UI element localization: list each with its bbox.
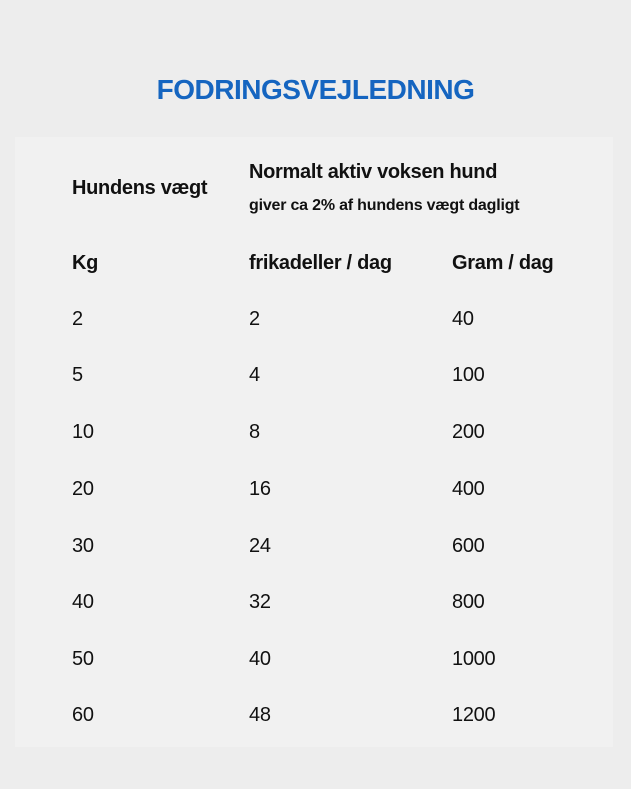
cell-kg: 30 bbox=[72, 535, 94, 557]
cell-gram: 200 bbox=[452, 421, 485, 443]
cell-gram: 100 bbox=[452, 364, 485, 386]
cell-kg: 40 bbox=[72, 591, 94, 613]
column-header-frikadeller: frikadeller / dag bbox=[249, 252, 392, 274]
cell-kg: 5 bbox=[72, 364, 83, 386]
cell-frikadeller: 2 bbox=[249, 308, 260, 330]
cell-kg: 10 bbox=[72, 421, 94, 443]
weight-header: Hundens vægt bbox=[72, 177, 208, 199]
cell-gram: 40 bbox=[452, 308, 474, 330]
cell-frikadeller: 32 bbox=[249, 591, 271, 613]
cell-frikadeller: 8 bbox=[249, 421, 260, 443]
activity-subheader: giver ca 2% af hundens vægt dagligt bbox=[249, 197, 520, 214]
cell-gram: 1000 bbox=[452, 648, 496, 670]
cell-frikadeller: 40 bbox=[249, 648, 271, 670]
column-header-kg: Kg bbox=[72, 252, 99, 274]
column-header-gram: Gram / dag bbox=[452, 252, 554, 274]
feeding-table bbox=[15, 137, 613, 747]
cell-frikadeller: 48 bbox=[249, 704, 271, 726]
cell-gram: 600 bbox=[452, 535, 485, 557]
cell-kg: 50 bbox=[72, 648, 94, 670]
cell-frikadeller: 24 bbox=[249, 535, 271, 557]
cell-kg: 2 bbox=[72, 308, 83, 330]
cell-kg: 60 bbox=[72, 704, 94, 726]
cell-gram: 400 bbox=[452, 478, 485, 500]
cell-gram: 1200 bbox=[452, 704, 496, 726]
page-title: FODRINGSVEJLEDNING bbox=[156, 74, 475, 105]
activity-header: Normalt aktiv voksen hund bbox=[249, 161, 498, 183]
cell-frikadeller: 16 bbox=[249, 478, 271, 500]
cell-frikadeller: 4 bbox=[249, 364, 260, 386]
cell-kg: 20 bbox=[72, 478, 94, 500]
cell-gram: 800 bbox=[452, 591, 485, 613]
